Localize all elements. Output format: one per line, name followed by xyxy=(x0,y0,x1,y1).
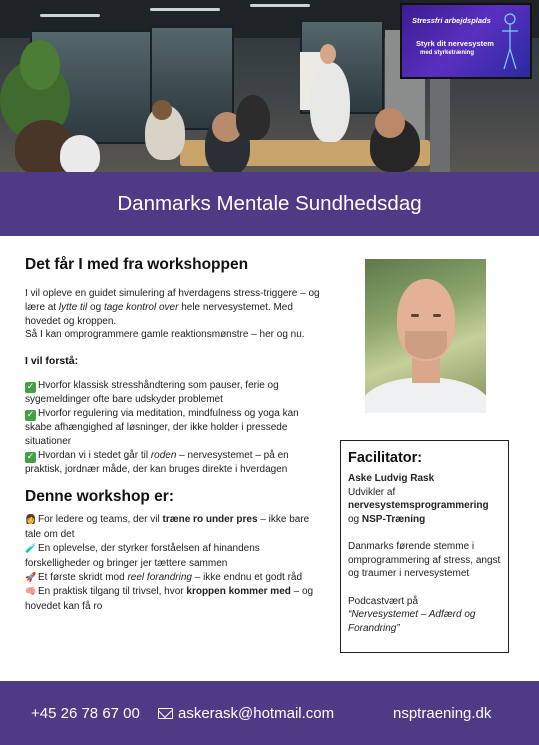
hero-plant xyxy=(20,40,60,90)
test-tube-icon: 🧪 xyxy=(25,543,37,554)
presentation-screen xyxy=(400,3,532,79)
facilitator-description: Danmarks førende stemme i omprogrammering af stress, angst og traumer i nervesystemet xyxy=(348,541,501,579)
check-icon: ✓ xyxy=(26,409,35,420)
title-band xyxy=(0,172,539,236)
facilitator-role-bold-2: NSP-Træning xyxy=(361,513,426,525)
understand-heading: I vil forstå: xyxy=(25,355,79,368)
text-run: kroppen kommer med xyxy=(186,586,291,598)
facilitator-role-og: og xyxy=(348,513,360,525)
text-run: tage kontrol over xyxy=(103,301,179,313)
understand-list xyxy=(25,379,320,476)
ceiling-light xyxy=(150,8,220,11)
presenter-head xyxy=(320,44,336,64)
email-contact[interactable] xyxy=(158,705,334,722)
text-run: En praktisk tilgang til trivsel, hvor xyxy=(38,586,187,598)
podcast-name: “Nervesystemet – Adfærd og Forandring” xyxy=(348,609,476,634)
screen-line-2: med styrketræning xyxy=(420,50,475,56)
workshop-content xyxy=(25,256,320,614)
workshop-item xyxy=(25,571,320,586)
portrait-eye xyxy=(433,314,441,317)
check-icon: ✓ xyxy=(26,382,35,393)
body-figure-icon xyxy=(496,11,524,71)
attendee xyxy=(236,95,270,140)
text-run: lytte til xyxy=(58,301,88,313)
facilitator-role-line xyxy=(348,513,501,527)
text-run: For ledere og teams, der vil xyxy=(38,514,163,526)
text-run: Et første skridt mod xyxy=(38,571,128,583)
portrait-beard xyxy=(405,331,447,359)
rocket-icon: 🚀 xyxy=(25,572,37,583)
ceiling-light xyxy=(250,4,310,7)
phone-number[interactable]: +45 26 78 67 00 xyxy=(31,705,140,722)
facilitator-portrait xyxy=(365,259,486,413)
attendee-head xyxy=(375,108,405,138)
workshop-is-heading: Denne workshop er: xyxy=(25,488,174,506)
text-run: Hvorfor klassisk stresshåndtering som pauser, ferie og sygemeldinger ofte bare udskyder problemet xyxy=(25,380,279,406)
intro-paragraph-2: Så I kan omprogrammere gamle reaktionsmønstre – her og nu. xyxy=(25,329,305,341)
text-run: Hvordan vi i stedet går til xyxy=(38,449,151,461)
text-run: – og hovedet kan få ro xyxy=(25,586,314,613)
workshop-item xyxy=(25,585,320,614)
email-address[interactable]: askerask@hotmail.com xyxy=(178,705,335,722)
text-run: – ikke endnu et godt råd xyxy=(191,571,303,583)
attendee xyxy=(60,135,100,172)
text-run: hele nervesystemet. Med hovedet og kroppen. xyxy=(25,301,293,327)
workshop-item xyxy=(25,513,320,542)
intro-paragraph xyxy=(25,287,320,328)
brain-icon: 🧠 xyxy=(25,587,37,598)
envelope-icon xyxy=(158,708,173,719)
event-title: Danmarks Mentale Sundhedsdag xyxy=(117,192,422,215)
text-run: – nervesystemet – på en praktisk, jordnær måde, der kan bruges direkte i hverdagen xyxy=(25,449,289,475)
text-run: roden xyxy=(150,449,177,461)
text-run: – ikke bare tale om det xyxy=(25,514,310,541)
understand-item xyxy=(25,407,320,449)
contact-footer xyxy=(0,681,539,745)
person-icon: 👩 xyxy=(25,515,37,526)
understand-item xyxy=(25,449,320,477)
text-run: I vil opleve en guidet simulering af hverdagens stress-triggere – og lære at xyxy=(25,288,320,313)
text-run: og xyxy=(87,301,104,313)
attendee-head xyxy=(152,100,172,120)
workshop-heading: Det får I med fra workshoppen xyxy=(25,256,249,273)
text-run: træne ro under pres xyxy=(162,514,258,526)
website-link[interactable]: nsptraening.dk xyxy=(393,705,492,722)
workshop-item xyxy=(25,542,320,571)
hero-photo xyxy=(0,0,539,172)
facilitator-role-bold-1: nervesystemsprogrammering xyxy=(348,500,489,511)
facilitator-name: Aske Ludvig Rask xyxy=(348,473,435,484)
text-run: reel forandring xyxy=(127,571,192,583)
screen-title: Stressfri arbejdsplads xyxy=(412,16,491,25)
facilitator-box xyxy=(340,440,509,653)
podcast-label: Podcastvært på xyxy=(348,595,419,607)
text-run: Hvorfor regulering via meditation, mindfulness og yoga kan skabe afhængighed af løsninger, der ikke holder i pressede situationer xyxy=(25,407,299,447)
ceiling-light xyxy=(40,14,100,17)
facilitator-heading: Facilitator: xyxy=(348,450,423,466)
text-run: En oplevelse, der styrker forståelsen af hinandens forskelligheder og bringer jer tættere sammen xyxy=(25,542,260,569)
workshop-list xyxy=(25,513,320,614)
portrait-eye xyxy=(411,314,419,317)
understand-item xyxy=(25,379,320,407)
presenter xyxy=(310,62,350,142)
check-icon: ✓ xyxy=(26,451,35,462)
screen-line-1: Styrk dit nervesystem xyxy=(416,39,494,48)
facilitator-role-prefix: Udvikler af xyxy=(348,486,396,498)
